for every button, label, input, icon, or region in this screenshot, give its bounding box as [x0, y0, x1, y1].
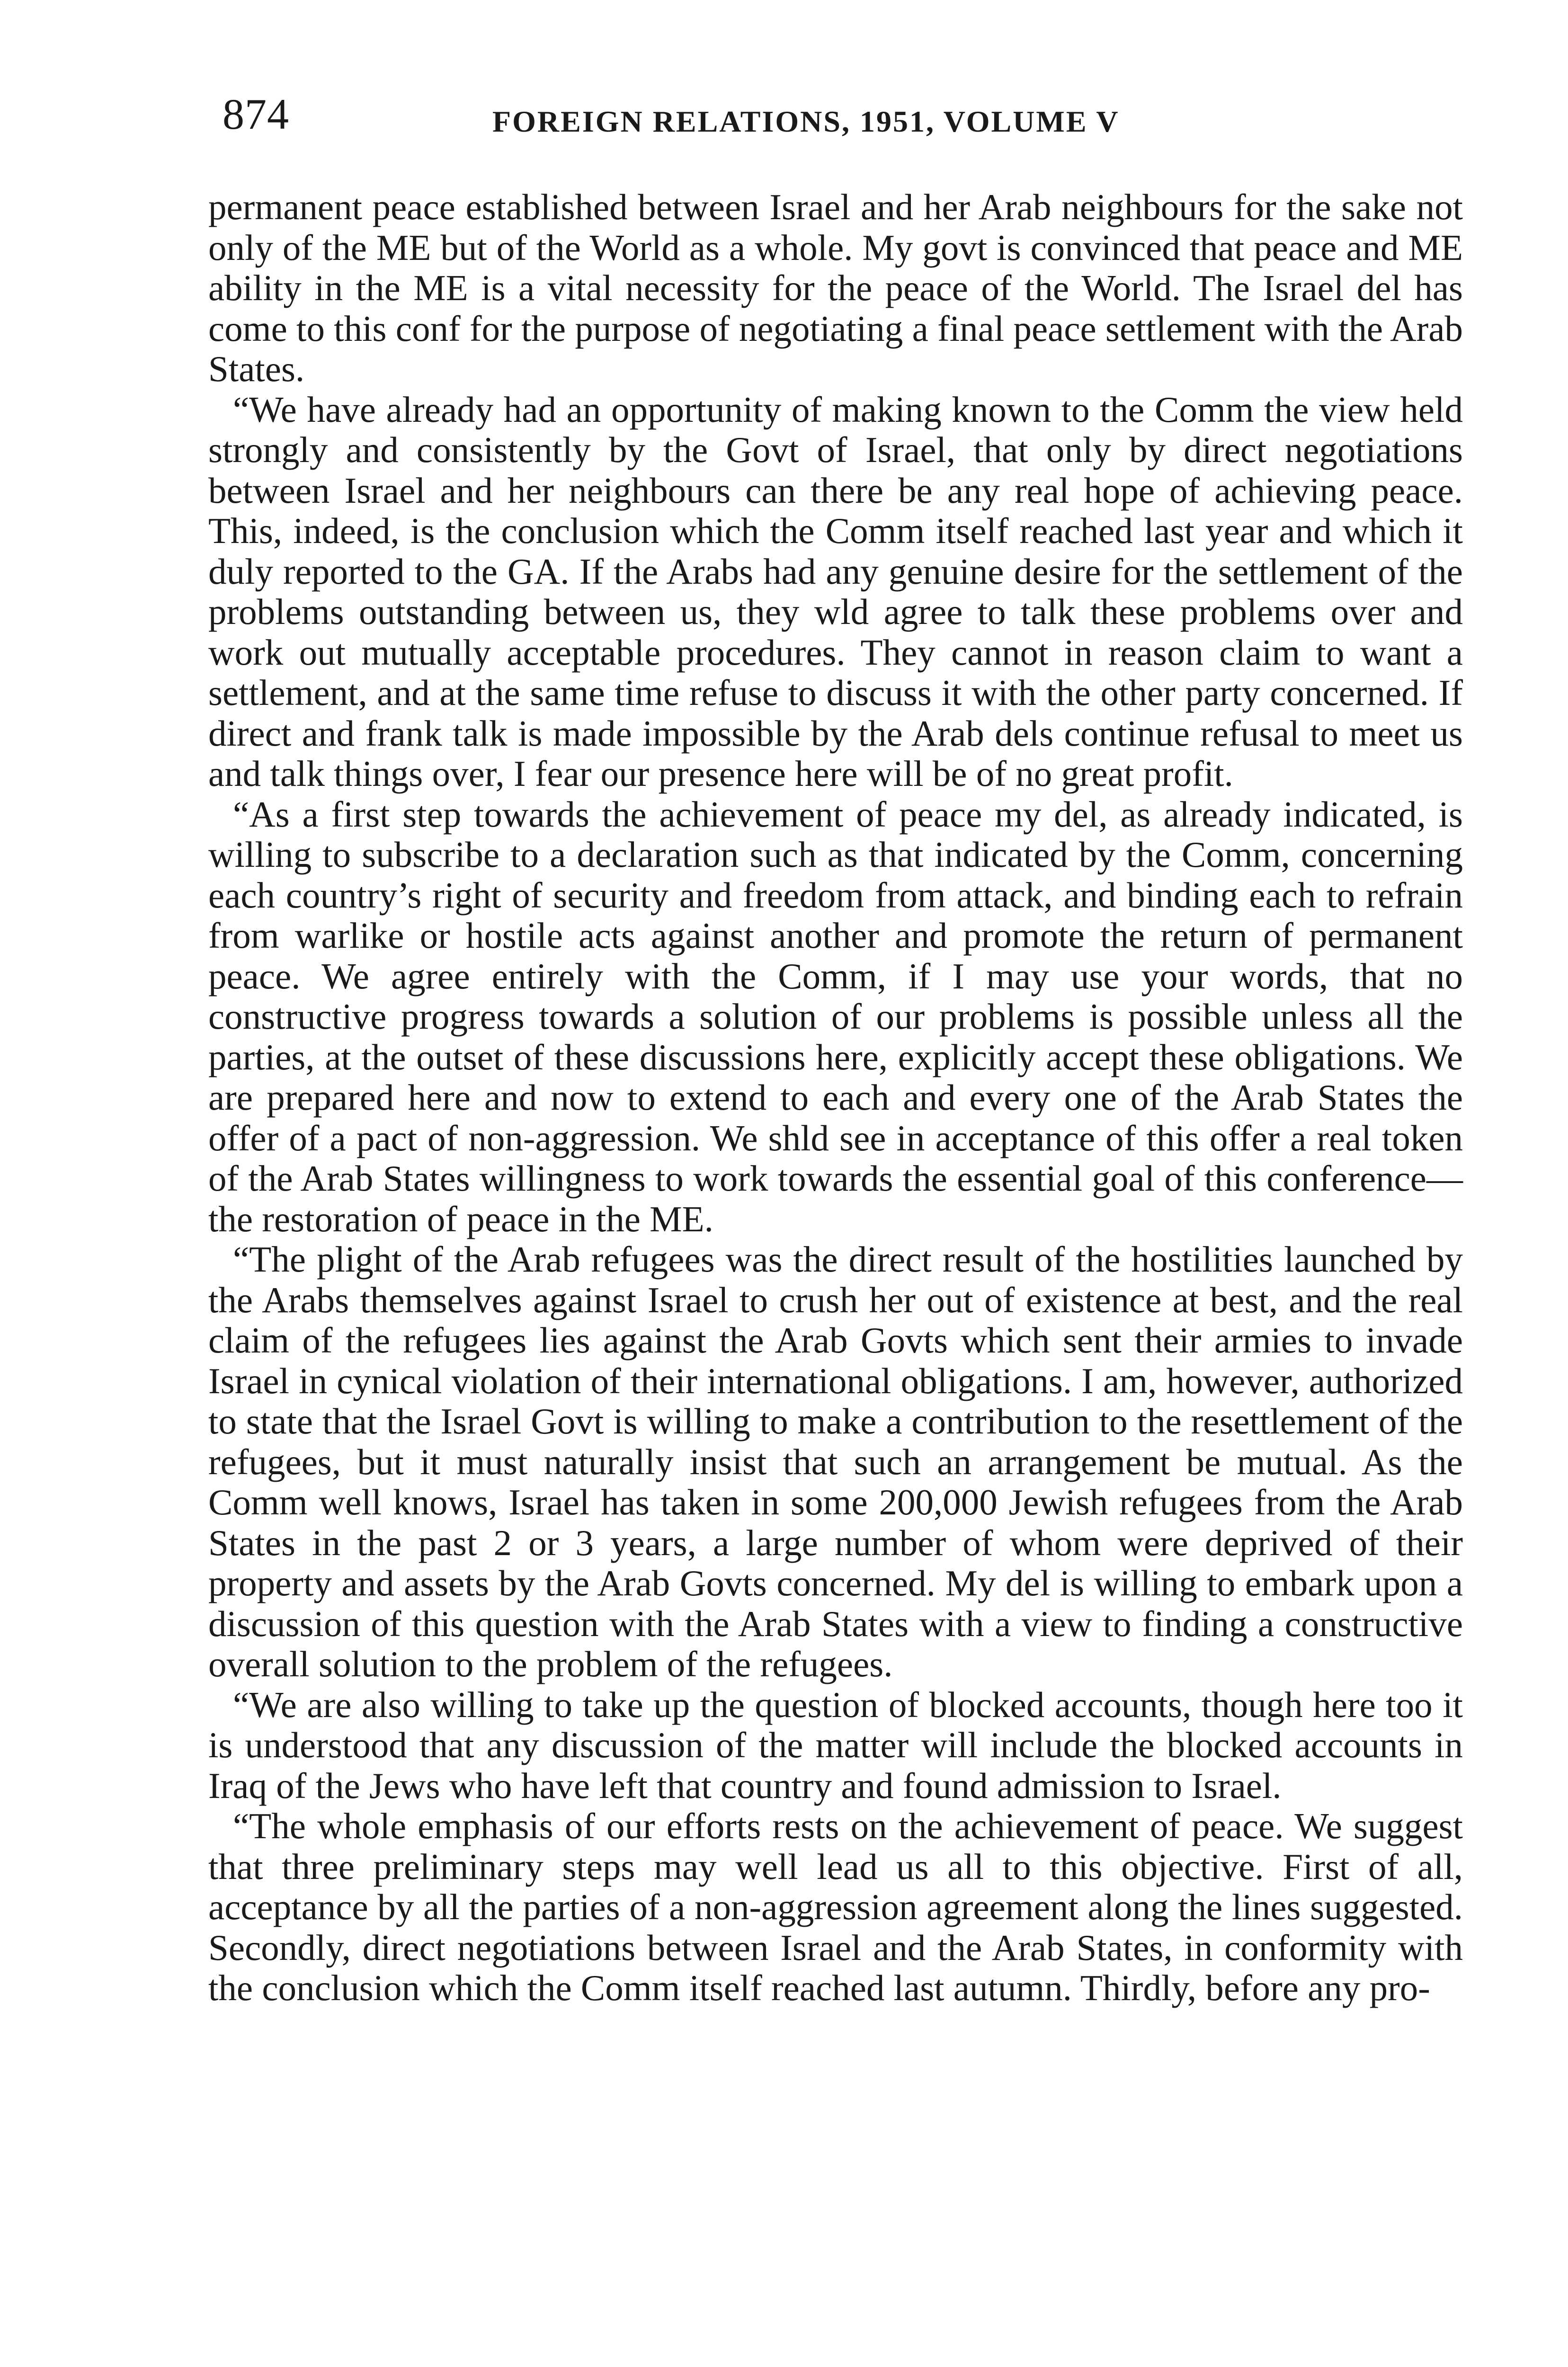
body-text: [208, 187, 1463, 2009]
running-head: FOREIGN RELATIONS, 1951, VOLUME V: [492, 105, 1120, 138]
paragraph: “We have already had an opportunity of making known to the Comm the view held strongly and consistently by the Govt of Israel, that only by direct negotiations between Israel and her neighbours can there be any real hope of achieving peace. This, indeed, is the conclusion which the Comm itself reached last year and which it duly reported to the GA. If the Arabs had any genuine desire for the settlement of the problems outstanding between us, they wld agree to talk these problems over and work out mutually acceptable procedures. They cannot in reason claim to want a settlement, and at the same time refuse to discuss it with the other party concerned. If direct and frank talk is made impossible by the Arab dels continue refusal to meet us and talk things over, I fear our presence here will be of no great profit.: [208, 389, 1463, 794]
page-number: 874: [223, 90, 289, 138]
paragraph: “The whole emphasis of our efforts rests on the achievement of peace. We suggest that three preliminary steps may well lead us all to this objective. First of all, acceptance by all the parties of a non-aggression agreement along the lines suggested. Secondly, direct negotiations between Israel and the Arab States, in conformity with the conclusion which the Comm itself reached last autumn. Thirdly, before any pro-: [208, 1806, 1463, 2008]
paragraph: “The plight of the Arab refugees was the direct result of the hostilities launched by the Arabs themselves against Israel to crush her out of existence at best, and the real claim of the refugees lies against the Arab Govts which sent their armies to invade Israel in cynical violation of their international obligations. I am, however, authorized to state that the Israel Govt is willing to make a contribution to the resettlement of the refugees, but it must naturally insist that such an arrangement be mutual. As the Comm well knows, Israel has taken in some 200,000 Jewish refugees from the Arab States in the past 2 or 3 years, a large number of whom were deprived of their property and assets by the Arab Govts concerned. My del is willing to embark upon a discussion of this question with the Arab States with a view to finding a constructive overall solution to the problem of the refugees.: [208, 1239, 1463, 1684]
paragraph-continued: permanent peace established between Israel and her Arab neighbours for the sake not only of the ME but of the World as a whole. My govt is convinced that peace and ME ability in the ME is a vital necessity for the peace of the World. The Israel del has come to this conf for the purpose of negotiating a final peace settlement with the Arab States.: [208, 187, 1463, 389]
paragraph: “As a first step towards the achievement of peace my del, as already indicated, is willing to subscribe to a declaration such as that indicated by the Comm, concerning each country’s right of security and freedom from attack, and binding each to refrain from warlike or hostile acts against another and promote the return of permanent peace. We agree entirely with the Comm, if I may use your words, that no constructive progress towards a solution of our problems is possible unless all the parties, at the outset of these discussions here, explicitly accept these obligations. We are prepared here and now to extend to each and every one of the Arab States the offer of a pact of non-aggression. We shld see in acceptance of this offer a real token of the Arab States willingness to work towards the essential goal of this conference—the restoration of peace in the ME.: [208, 793, 1463, 1239]
paragraph: “We are also willing to take up the question of blocked accounts, though here too it is understood that any discussion of the matter will include the blocked accounts in Iraq of the Jews who have left that country and found admission to Israel.: [208, 1684, 1463, 1806]
